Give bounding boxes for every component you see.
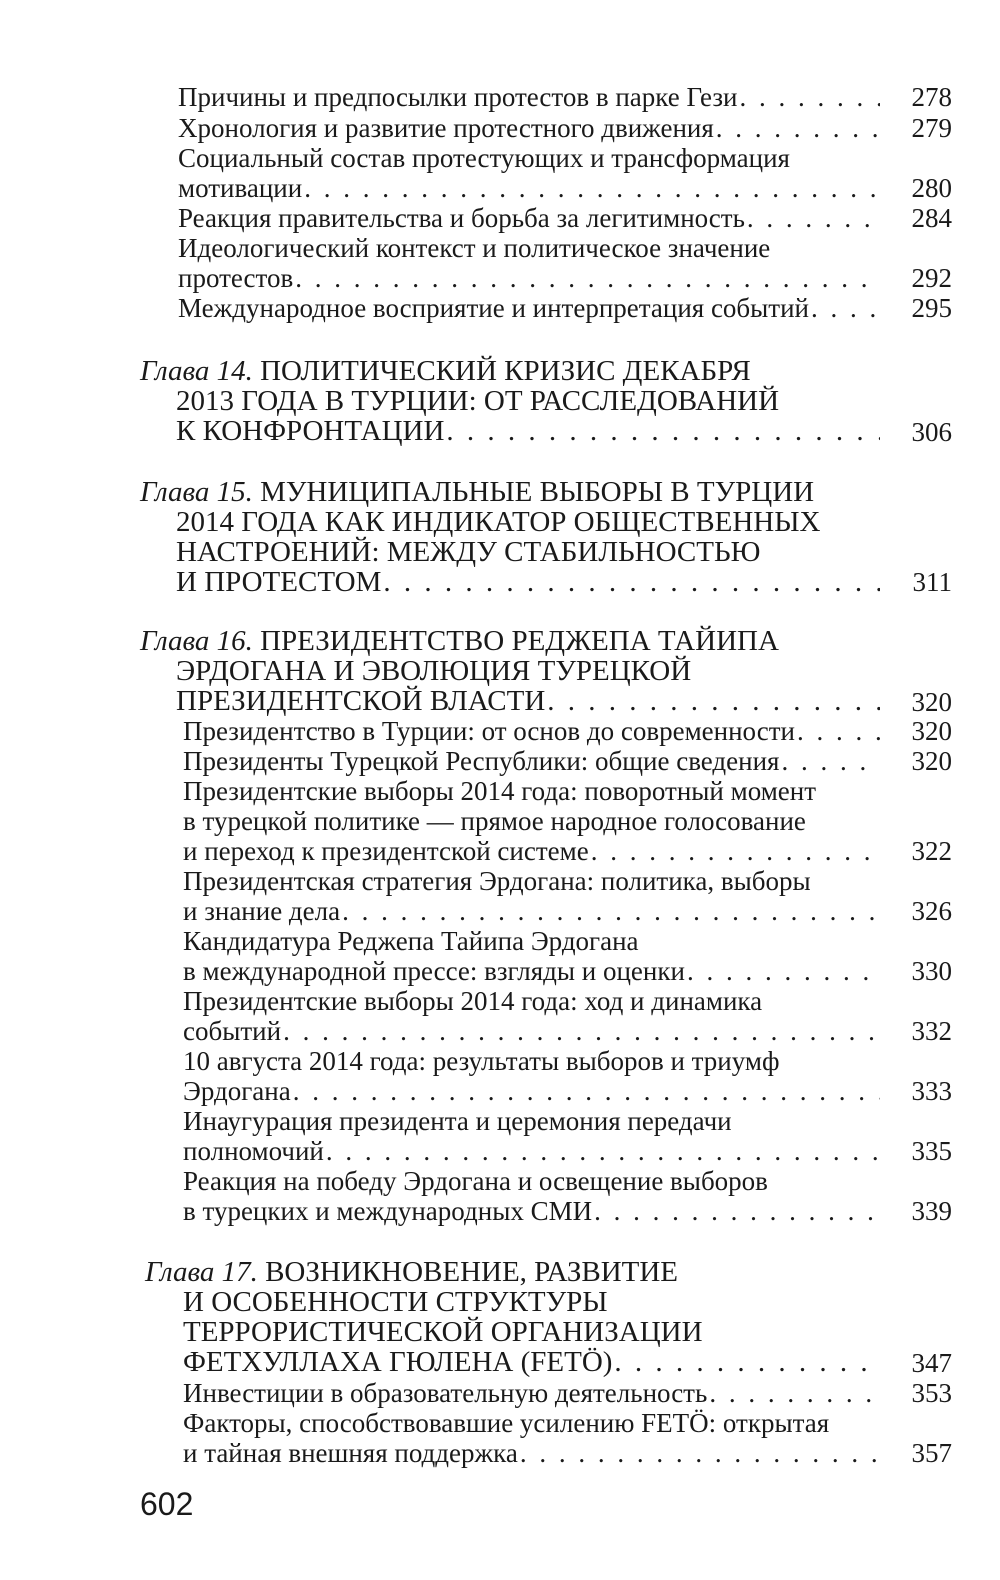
chapter-label: Глава 15. xyxy=(140,476,253,508)
toc-entry-title-line1: Факторы, способствовавшие усилению FETÖ: открытая xyxy=(183,1408,830,1438)
dot-leader xyxy=(591,836,880,867)
toc-entry-title-line3: и переход к президентской системе xyxy=(183,836,589,866)
toc-entry-title-line1: Идеологический контекст и политическое значение xyxy=(178,233,771,263)
chapter-label: Глава 17. xyxy=(145,1256,258,1288)
dot-leader xyxy=(520,1438,880,1469)
toc-page-number: 311 xyxy=(912,567,952,597)
toc-page-number: 357 xyxy=(911,1438,952,1468)
dot-leader xyxy=(811,293,880,324)
toc-entry-title-line2: протестов xyxy=(178,263,294,293)
toc-entry-title-line2: полномочий xyxy=(183,1136,324,1166)
toc-entry-title-line1: Президентская стратегия Эрдогана: политика, выборы xyxy=(183,866,811,896)
toc-page-number: 280 xyxy=(911,173,952,203)
chapter-title-line2: 2014 ГОДА КАК ИНДИКАТОР ОБЩЕСТВЕННЫХ xyxy=(176,506,821,538)
dot-leader xyxy=(687,956,880,987)
dot-leader xyxy=(283,1016,880,1047)
dot-leader xyxy=(293,1076,880,1107)
dot-leader xyxy=(781,746,880,777)
dot-leader xyxy=(797,716,880,747)
dot-leader xyxy=(547,685,880,718)
toc-page-number: 322 xyxy=(911,836,952,866)
chapter-title-line3: ТЕРРОРИСТИЧЕСКОЙ ОРГАНИЗАЦИИ xyxy=(183,1316,703,1348)
toc-page-number: 295 xyxy=(911,293,952,323)
page-number: 602 xyxy=(140,1486,194,1522)
toc-entry-title-line1: 10 августа 2014 года: результаты выборов и триумф xyxy=(183,1046,780,1076)
chapter-label: Глава 14. xyxy=(140,355,253,387)
toc-entry-title-line2: и тайная внешняя поддержка xyxy=(183,1438,518,1468)
toc-page-number: 353 xyxy=(911,1378,952,1408)
toc-page-number: 326 xyxy=(911,896,952,926)
dot-leader xyxy=(342,896,880,927)
toc-page-number: 278 xyxy=(911,82,952,112)
toc-entry-title-line2: Эрдогана xyxy=(183,1076,291,1106)
chapter-title-line1: ПОЛИТИЧЕСКИЙ КРИЗИС ДЕКАБРЯ xyxy=(260,355,751,387)
dot-leader xyxy=(383,566,880,599)
toc-entry-title: Причины и предпосылки протестов в парке Гези xyxy=(178,82,738,112)
chapter-title-line1: ПРЕЗИДЕНТСТВО РЕДЖЕПА ТАЙИПА xyxy=(260,625,779,657)
chapter-title-line3: НАСТРОЕНИЙ: МЕЖДУ СТАБИЛЬНОСТЬЮ xyxy=(176,536,761,568)
toc-page-number: 320 xyxy=(911,746,952,776)
dot-leader xyxy=(446,415,880,448)
toc-entry-title-line2: в международной прессе: взгляды и оценки xyxy=(183,956,685,986)
toc-entry-title-line1: Реакция на победу Эрдогана и освещение выборов xyxy=(183,1166,768,1196)
chapter-title-line2: ЭРДОГАНА И ЭВОЛЮЦИЯ ТУРЕЦКОЙ xyxy=(176,655,692,687)
chapter-label: Глава 16. xyxy=(140,625,253,657)
toc-entry-title: Хронология и развитие протестного движения xyxy=(178,113,714,143)
toc-page-number: 292 xyxy=(911,263,952,293)
toc-page-number: 347 xyxy=(911,1348,952,1378)
chapter-title-line2: И ОСОБЕННОСТИ СТРУКТУРЫ xyxy=(183,1286,608,1318)
toc-entry-title-line1: Президентские выборы 2014 года: ход и динамика xyxy=(183,986,763,1016)
toc-entry-title-line2: в турецкой политике — прямое народное голосование xyxy=(183,806,806,836)
toc-entry-title: Президенты Турецкой Республики: общие сведения xyxy=(183,746,780,776)
toc-entry-title: Реакция правительства и борьба за легитимность xyxy=(178,203,745,233)
toc-entry-title: Президентство в Турции: от основ до современности xyxy=(183,716,795,746)
toc-entry-title-line2: и знание дела xyxy=(183,896,341,926)
chapter-title-line1: МУНИЦИПАЛЬНЫЕ ВЫБОРЫ В ТУРЦИИ xyxy=(260,476,815,508)
toc-entry-title: Инвестиции в образовательную деятельность xyxy=(183,1378,708,1408)
toc-page-number: 320 xyxy=(911,687,952,717)
toc-entry-title-line2: событий xyxy=(183,1016,282,1046)
dot-leader xyxy=(716,113,880,144)
dot-leader xyxy=(614,1346,880,1379)
toc-entry-title-line1: Социальный состав протестующих и трансформация xyxy=(178,143,790,173)
chapter-title-line4: ФЕТХУЛЛАХА ГЮЛЕНА (FETÖ) xyxy=(183,1346,613,1378)
toc-entry-title-line1: Кандидатура Реджепа Тайипа Эрдогана xyxy=(183,926,639,956)
toc-page-number: 320 xyxy=(911,716,952,746)
chapter-title-line3: ПРЕЗИДЕНТСКОЙ ВЛАСТИ xyxy=(176,685,546,717)
dot-leader xyxy=(739,82,880,113)
toc-page-number: 279 xyxy=(911,113,952,143)
toc-page-number: 284 xyxy=(911,203,952,233)
toc-page-number: 333 xyxy=(911,1076,952,1106)
dot-leader xyxy=(594,1196,880,1227)
dot-leader xyxy=(709,1378,880,1409)
dot-leader xyxy=(295,263,880,294)
chapter-title-line3: К КОНФРОНТАЦИИ xyxy=(176,415,445,447)
dot-leader xyxy=(747,203,880,234)
toc-entry-title-line2: мотивации xyxy=(178,173,303,203)
chapter-title-line1: ВОЗНИКНОВЕНИЕ, РАЗВИТИЕ xyxy=(265,1256,679,1288)
dot-leader xyxy=(304,173,880,204)
toc-entry-title-line1: Президентские выборы 2014 года: поворотный момент xyxy=(183,776,817,806)
toc-page-number: 332 xyxy=(911,1016,952,1046)
chapter-title-line2: 2013 ГОДА В ТУРЦИИ: ОТ РАССЛЕДОВАНИЙ xyxy=(176,385,780,417)
toc-entry-title: Международное восприятие и интерпретация событий xyxy=(178,293,810,323)
toc-page-number: 306 xyxy=(911,417,952,447)
toc-page-number: 330 xyxy=(911,956,952,986)
dot-leader xyxy=(326,1136,880,1167)
toc-entry-title-line2: в турецких и международных СМИ xyxy=(183,1196,593,1226)
chapter-title-line4: И ПРОТЕСТОМ xyxy=(176,566,382,598)
toc-page-number: 335 xyxy=(911,1136,952,1166)
toc-entry-title-line1: Инаугурация президента и церемония передачи xyxy=(183,1106,732,1136)
toc-page-number: 339 xyxy=(911,1196,952,1226)
